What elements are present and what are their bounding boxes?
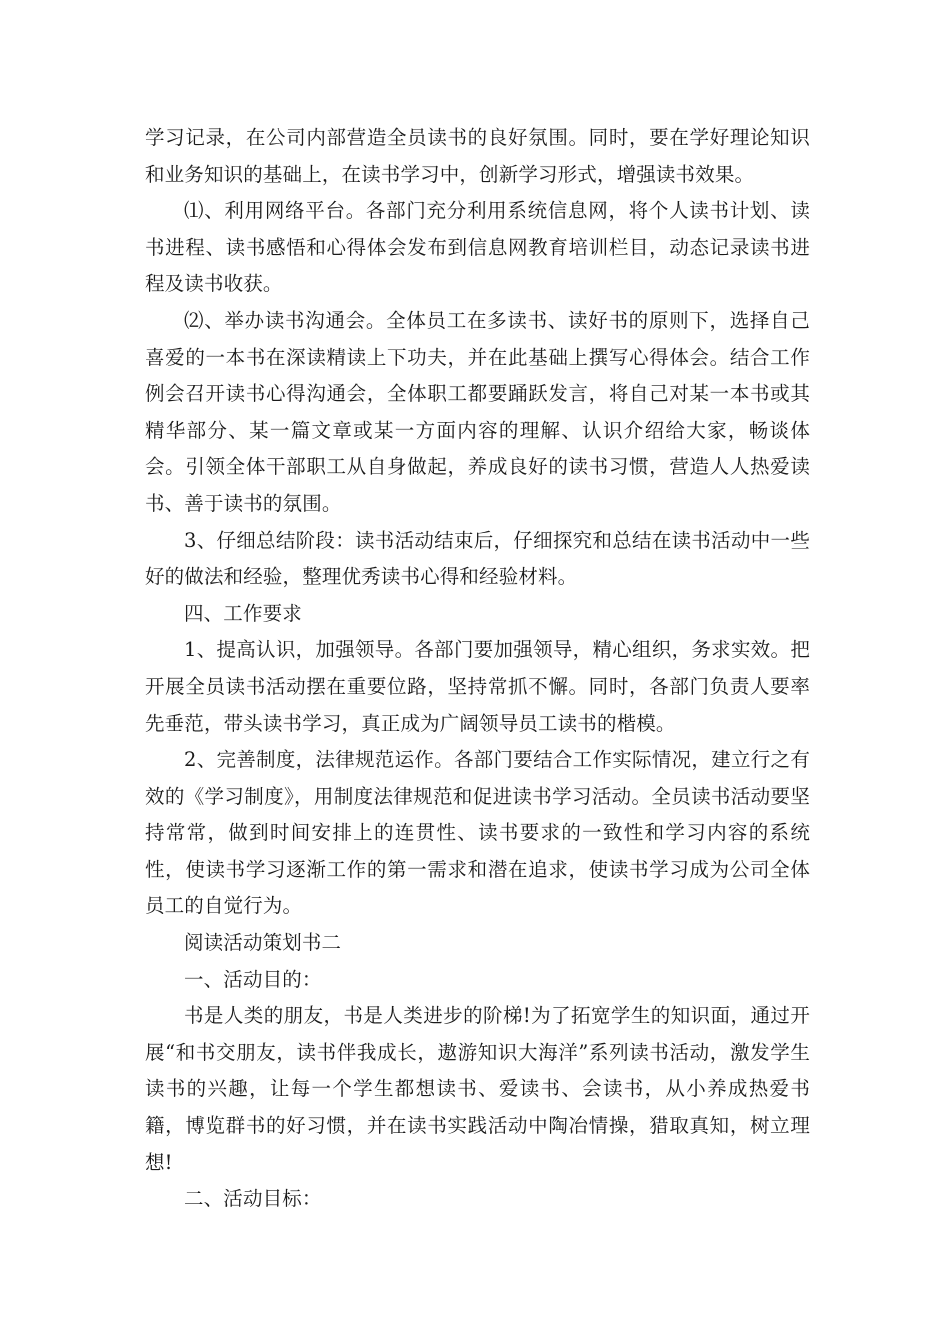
paragraph-raise-awareness: 1、提高认识，加强领导。各部门要加强领导，精心组织，务求实效。把开展全员读书活动摆在重要位路，坚持常抓不懈。同时，各部门负责人要率先垂范，带头读书学习，真正成为广阔领导员工读书的楷模。 <box>145 638 810 735</box>
paragraph-activity-purpose: 书是人类的朋友，书是人类进步的阶梯!为了拓宽学生的知识面，通过开展“和书交朋友，读书伴我成长，遨游知识大海洋”系列读书活动，激发学生读书的兴趣，让每一个学生都想读书、爱读书、会读书，从小养成热爱书籍，博览群书的好习惯，并在读书实践活动中陶冶情操，猎取真知，树立理想! <box>145 1004 810 1174</box>
paragraph-study-record: 学习记录，在公司内部营造全员读书的良好氛围。同时，要在学好理论知识和业务知识的基础上，在读书学习中，创新学习形式，增强读书效果。 <box>145 126 810 186</box>
heading-activity-goals: 二、活动目标： <box>184 1187 322 1211</box>
paragraph-network-platform: ⑴、利用网络平台。各部门充分利用系统信息网，将个人读书计划、读书进程、读书感悟和心得体会发布到信息网教育培训栏目，动态记录读书进程及读书收获。 <box>145 199 810 296</box>
heading-work-requirements: 四、工作要求 <box>184 601 302 625</box>
paragraph-improve-system: 2、完善制度，法律规范运作。各部门要结合工作实际情况，建立行之有效的《学习制度》，用制度法律规范和促进读书学习活动。全员读书活动要坚持常常，做到时间安排上的连贯性、读书要求的一致性和学习内容的系统性，使读书学习逐渐工作的第一需求和潜在追求，使读书学习成为公司全体员工的自觉行为。 <box>145 748 810 918</box>
paragraph-summary-stage: 3、仔细总结阶段：读书活动结束后，仔细探究和总结在读书活动中一些好的做法和经验，整理优秀读书心得和经验材料。 <box>145 528 810 589</box>
heading-plan-two: 阅读活动策划书二 <box>184 931 342 955</box>
heading-activity-purpose: 一、活动目的： <box>184 967 322 991</box>
document-page <box>145 120 810 1218</box>
paragraph-reading-meeting: ⑵、举办读书沟通会。全体员工在多读书、读好书的原则下，选择自己喜爱的一本书在深读精读上下功夫，并在此基础上撰写心得体会。结合工作例会召开读书心得沟通会，全体职工都要踊跃发言，将自己对某一本书或其精华部分、某一篇文章或某一方面内容的理解、认识介绍给大家，畅谈体会。引领全体干部职工从自身做起，养成良好的读书习惯，营造人人热爱读书、善于读书的氛围。 <box>145 308 810 515</box>
